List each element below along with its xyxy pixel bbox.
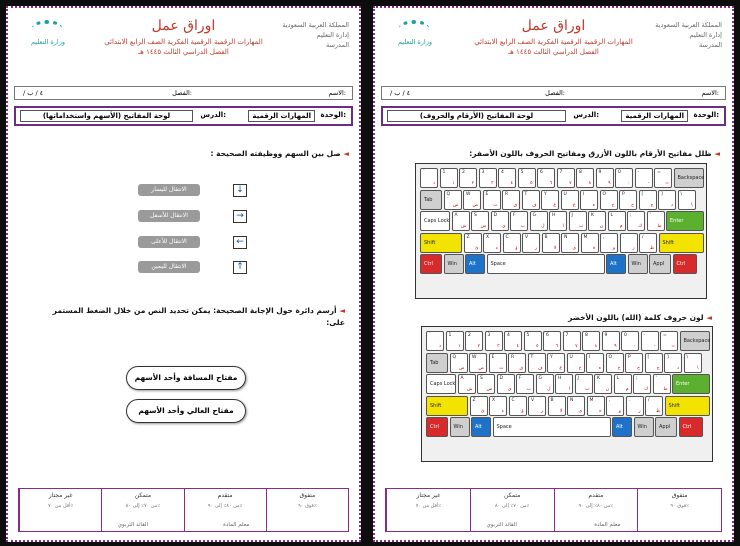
grade-range: أقل من ٧٠٪ bbox=[415, 503, 442, 509]
grade-range: من ٧٠٪ إلى ٨٠٪ bbox=[125, 503, 161, 509]
grade-level: متفوق bbox=[671, 492, 688, 499]
option-up[interactable]: الانتقال للأعلى bbox=[138, 236, 200, 248]
key-sym[interactable]: - - bbox=[641, 331, 659, 351]
key-sym[interactable]: ' ط bbox=[653, 374, 671, 394]
key-sym[interactable]: ] د bbox=[664, 353, 682, 373]
option-left[interactable]: الانتقال لليسار bbox=[138, 184, 200, 196]
win-right-key[interactable]: Win bbox=[634, 417, 654, 437]
worksheet-header bbox=[14, 14, 353, 78]
teacher-signature: معلم المادة bbox=[223, 522, 250, 528]
key-a[interactable]: A ش bbox=[458, 374, 476, 394]
key-7[interactable]: 7 ٧ bbox=[563, 331, 581, 351]
key-0[interactable]: 0 ٠ bbox=[615, 168, 633, 188]
key-8[interactable]: 8 ٨ bbox=[582, 331, 600, 351]
key-e[interactable]: E ث bbox=[489, 353, 507, 373]
key-i[interactable]: I ه bbox=[580, 190, 598, 210]
question-match: ◄ صل بين السهم ووظيفته الصحيحة : bbox=[210, 149, 349, 158]
worksheet-title: اوراق عمل bbox=[151, 18, 216, 34]
question-circle: ◄ أرسم دائرة حول الإجابة الصحيحة: يمكن تحديد النص من خلال الضغط المستمر على: bbox=[52, 306, 345, 327]
key-5[interactable]: 5 ٥ bbox=[524, 331, 542, 351]
win-left-key[interactable]: Win bbox=[450, 417, 470, 437]
ministry-logo: وزارة التعليم bbox=[389, 20, 441, 50]
grade-range: أقل من ٧٠٪ bbox=[47, 503, 74, 509]
choice-space-arrow[interactable]: مفتاح المسافة وأحد الأسهم bbox=[126, 366, 246, 390]
alt-left-key[interactable]: Alt bbox=[471, 417, 491, 437]
key-g[interactable]: G ل bbox=[530, 211, 548, 231]
grade-range: من ٨٠٪ إلى ٩٠٪ bbox=[207, 503, 243, 509]
student-info-bar bbox=[381, 86, 726, 100]
key-f[interactable]: F ب bbox=[516, 374, 534, 394]
key-m[interactable]: M ة bbox=[587, 396, 605, 416]
key-l[interactable]: L م bbox=[608, 211, 626, 231]
key-v[interactable]: V ر bbox=[522, 233, 540, 253]
key-sym[interactable]: . ز bbox=[626, 396, 644, 416]
key-sym[interactable]: / ظ bbox=[645, 396, 663, 416]
name-label: الاسم: bbox=[328, 89, 346, 97]
grade-range: من ٧٠٪ إلى ٨٠٪ bbox=[494, 503, 530, 509]
grade-column bbox=[266, 489, 348, 531]
key-b[interactable]: B لا bbox=[542, 233, 560, 253]
key-9[interactable]: 9 ٩ bbox=[602, 331, 620, 351]
key-sym[interactable]: = = bbox=[654, 168, 672, 188]
name-label: الاسم: bbox=[701, 89, 719, 97]
key-1[interactable]: 1 ١ bbox=[446, 331, 464, 351]
subject-line: المهارات الرقمية الرقمية الفكرية الصف الرابع الابتدائي bbox=[474, 38, 633, 46]
key-w[interactable]: W ص bbox=[469, 353, 487, 373]
key-x[interactable]: X ء bbox=[489, 396, 507, 416]
grading-table bbox=[18, 488, 349, 532]
keyboard-diagram-2 bbox=[421, 326, 713, 462]
option-right[interactable]: الانتقال لليمين bbox=[138, 261, 200, 273]
subject-line: المهارات الرقمية الرقمية الفكرية الصف الرابع الابتدائي bbox=[104, 38, 263, 46]
space-key[interactable]: Space bbox=[487, 254, 605, 274]
key-8[interactable]: 8 ٨ bbox=[576, 168, 594, 188]
lesson-value: لوحة المفاتيح (الأرقام والحروف) bbox=[387, 110, 566, 122]
key-t[interactable]: T ف bbox=[522, 190, 540, 210]
principal-signature: القائد التربوي bbox=[486, 522, 517, 528]
key-sym[interactable]: \ \ bbox=[684, 353, 702, 373]
key-x[interactable]: X ء bbox=[483, 233, 501, 253]
grade-level: متقدم bbox=[217, 492, 233, 499]
key-sym[interactable]: ` ذ bbox=[420, 168, 438, 188]
key-sym[interactable]: [ ج bbox=[645, 353, 663, 373]
unit-value: المهارات الرقمية bbox=[248, 110, 315, 122]
keyboard-diagram-1 bbox=[415, 163, 707, 299]
key-c[interactable]: C ؤ bbox=[503, 233, 521, 253]
class-label: الفصل: bbox=[545, 89, 565, 97]
unit-bar bbox=[14, 106, 353, 126]
alt-left-key[interactable]: Alt bbox=[465, 254, 485, 274]
appl-key[interactable]: Appl bbox=[649, 254, 671, 274]
grade-range: من ٨٠٪ إلى ٩٠٪ bbox=[578, 503, 614, 509]
question-shade: ◄ ظلل مفاتيح الأرقام باللون الأزرق ومفاتيح الحروف باللون الأصفر: bbox=[469, 149, 720, 158]
win-right-key[interactable]: Win bbox=[628, 254, 648, 274]
worksheet-title: اوراق عمل bbox=[521, 18, 586, 34]
key-b[interactable]: B لا bbox=[548, 396, 566, 416]
key-n[interactable]: N ى bbox=[567, 396, 585, 416]
key-g[interactable]: G ل bbox=[536, 374, 554, 394]
lesson-value: لوحة المفاتيح (الأسهم واستخداماتها) bbox=[20, 110, 193, 122]
key-sym[interactable]: = = bbox=[660, 331, 678, 351]
key-sym[interactable]: - - bbox=[635, 168, 653, 188]
key-sym[interactable]: . ز bbox=[620, 233, 638, 253]
key-s[interactable]: S س bbox=[477, 374, 495, 394]
key-sym[interactable]: ' ط bbox=[647, 211, 665, 231]
tab-key[interactable]: Tab bbox=[420, 190, 442, 210]
student-info-bar bbox=[14, 86, 353, 100]
key-sym[interactable]: , و bbox=[600, 233, 618, 253]
space-key[interactable]: Space bbox=[493, 417, 611, 437]
unit-label: الوحدة: bbox=[693, 111, 719, 119]
backspace-key[interactable]: Backspace bbox=[680, 331, 711, 351]
principal-signature: القائد التربوي bbox=[117, 522, 149, 528]
key-sym[interactable]: , و bbox=[606, 396, 624, 416]
key-m[interactable]: M ة bbox=[581, 233, 599, 253]
class-label: الفصل: bbox=[172, 89, 192, 97]
key-l[interactable]: L م bbox=[614, 374, 632, 394]
key-y[interactable]: Y غ bbox=[541, 190, 559, 210]
win-left-key[interactable]: Win bbox=[444, 254, 464, 274]
unit-bar bbox=[381, 106, 726, 126]
option-down[interactable]: الانتقال للأسفل bbox=[138, 210, 200, 222]
question-color-word: ◄ لون حروف كلمة (الله) باللون الأخضر bbox=[568, 313, 712, 322]
key-4[interactable]: 4 ٤ bbox=[504, 331, 522, 351]
backspace-key[interactable]: Backspace bbox=[674, 168, 705, 188]
key-7[interactable]: 7 ٧ bbox=[557, 168, 575, 188]
arrow-down-icon[interactable]: ↓ bbox=[233, 184, 247, 197]
key-e[interactable]: E ث bbox=[483, 190, 501, 210]
grade-level: غير مجتاز bbox=[48, 492, 73, 499]
grade-range: فوق ٩٠٪ bbox=[670, 503, 689, 509]
key-v[interactable]: V ر bbox=[528, 396, 546, 416]
date-label: / ٤ / ب bbox=[23, 89, 44, 97]
ctrl-left-key[interactable]: Ctrl bbox=[420, 254, 442, 274]
shift-right-key[interactable]: Shift bbox=[659, 233, 705, 253]
key-sym[interactable]: ; ك bbox=[633, 374, 651, 394]
key-1[interactable]: 1 ١ bbox=[440, 168, 458, 188]
lesson-label: الدرس: bbox=[200, 111, 226, 119]
key-a[interactable]: A ش bbox=[452, 211, 470, 231]
shift-left-key[interactable]: Shift bbox=[426, 396, 468, 416]
key-t[interactable]: T ف bbox=[528, 353, 546, 373]
term-line: الفصل الدراسي الثالث ١٤٤٥ هـ bbox=[508, 48, 599, 56]
ministry-text: المملكة العربية السعودية إدارة التعليم المدرسة bbox=[282, 21, 349, 49]
key-2[interactable]: 2 ٢ bbox=[465, 331, 483, 351]
key-j[interactable]: J ت bbox=[575, 374, 593, 394]
grade-level: غير مجتاز bbox=[416, 492, 441, 499]
ministry-logo: وزارة التعليم bbox=[22, 20, 74, 50]
lesson-label: الدرس: bbox=[573, 111, 599, 119]
key-sym[interactable]: \ \ bbox=[678, 190, 696, 210]
worksheet-left bbox=[6, 6, 361, 542]
key-6[interactable]: 6 ٦ bbox=[537, 168, 555, 188]
grade-level: متقدم bbox=[588, 492, 604, 499]
grade-level: متمكن bbox=[503, 492, 521, 499]
key-h[interactable]: H ا bbox=[549, 211, 567, 231]
key-h[interactable]: H ا bbox=[555, 374, 573, 394]
grade-level: متمكن bbox=[134, 492, 152, 499]
key-n[interactable]: N ى bbox=[561, 233, 579, 253]
worksheet-header bbox=[381, 14, 726, 78]
key-p[interactable]: P ح bbox=[619, 190, 637, 210]
key-d[interactable]: D ي bbox=[491, 211, 509, 231]
tab-key[interactable]: Tab bbox=[426, 353, 448, 373]
alt-right-key[interactable]: Alt bbox=[606, 254, 626, 274]
teacher-signature: معلم المادة bbox=[594, 522, 621, 528]
grade-level: متفوق bbox=[299, 492, 316, 499]
key-3[interactable]: 3 ٣ bbox=[485, 331, 503, 351]
enter-key[interactable]: Enter bbox=[672, 374, 710, 394]
worksheet-right bbox=[373, 6, 734, 542]
grade-column bbox=[386, 489, 470, 531]
key-r[interactable]: R ق bbox=[508, 353, 526, 373]
alt-right-key[interactable]: Alt bbox=[612, 417, 632, 437]
key-k[interactable]: K ن bbox=[588, 211, 606, 231]
enter-key[interactable]: Enter bbox=[666, 211, 704, 231]
key-f[interactable]: F ب bbox=[510, 211, 528, 231]
key-w[interactable]: W ص bbox=[463, 190, 481, 210]
key-q[interactable]: Q ض bbox=[450, 353, 468, 373]
key-d[interactable]: D ي bbox=[497, 374, 515, 394]
key-i[interactable]: I ه bbox=[586, 353, 604, 373]
key-4[interactable]: 4 ٤ bbox=[498, 168, 516, 188]
unit-value: المهارات الرقمية bbox=[621, 110, 688, 122]
key-sym[interactable]: [ ج bbox=[639, 190, 657, 210]
key-sym[interactable]: / ظ bbox=[639, 233, 657, 253]
ctrl-right-key[interactable]: Ctrl bbox=[673, 254, 697, 274]
key-u[interactable]: U ع bbox=[567, 353, 585, 373]
key-k[interactable]: K ن bbox=[594, 374, 612, 394]
key-o[interactable]: O خ bbox=[606, 353, 624, 373]
grade-column bbox=[637, 489, 721, 531]
key-z[interactable]: Z ئ bbox=[464, 233, 482, 253]
key-0[interactable]: 0 ٠ bbox=[621, 331, 639, 351]
key-p[interactable]: P ح bbox=[625, 353, 643, 373]
ministry-text: المملكة العربية السعودية إدارة التعليم المدرسة bbox=[655, 21, 722, 49]
key-z[interactable]: Z ئ bbox=[470, 396, 488, 416]
key-2[interactable]: 2 ٢ bbox=[459, 168, 477, 188]
term-line: الفصل الدراسي الثالث ١٤٤٥ هـ bbox=[138, 48, 229, 56]
caps-lock-key[interactable]: Caps Lock bbox=[426, 374, 456, 394]
key-o[interactable]: O خ bbox=[600, 190, 618, 210]
key-j[interactable]: J ت bbox=[569, 211, 587, 231]
ctrl-right-key[interactable]: Ctrl bbox=[679, 417, 703, 437]
key-sym[interactable]: ` ذ bbox=[426, 331, 444, 351]
choice-shift-arrow[interactable]: مفتاح العالي وأحد الأسهم bbox=[126, 399, 246, 423]
key-r[interactable]: R ق bbox=[502, 190, 520, 210]
key-sym[interactable]: ] د bbox=[658, 190, 676, 210]
key-q[interactable]: Q ض bbox=[444, 190, 462, 210]
key-3[interactable]: 3 ٣ bbox=[479, 168, 497, 188]
key-s[interactable]: S س bbox=[471, 211, 489, 231]
caps-lock-key[interactable]: Caps Lock bbox=[420, 211, 450, 231]
grade-range: فوق ٩٠٪ bbox=[298, 503, 317, 509]
shift-left-key[interactable]: Shift bbox=[420, 233, 462, 253]
key-u[interactable]: U ع bbox=[561, 190, 579, 210]
shift-right-key[interactable]: Shift bbox=[665, 396, 711, 416]
key-y[interactable]: Y غ bbox=[547, 353, 565, 373]
arrow-up-icon[interactable]: ↑ bbox=[233, 261, 247, 274]
key-6[interactable]: 6 ٦ bbox=[543, 331, 561, 351]
appl-key[interactable]: Appl bbox=[655, 417, 677, 437]
key-9[interactable]: 9 ٩ bbox=[596, 168, 614, 188]
ctrl-left-key[interactable]: Ctrl bbox=[426, 417, 448, 437]
key-sym[interactable]: ; ك bbox=[627, 211, 645, 231]
arrow-right-icon[interactable]: → bbox=[233, 210, 247, 223]
grading-table bbox=[385, 488, 722, 532]
unit-label: الوحدة: bbox=[320, 111, 346, 119]
key-5[interactable]: 5 ٥ bbox=[518, 168, 536, 188]
arrow-left-icon[interactable]: ← bbox=[233, 236, 247, 249]
grade-column bbox=[19, 489, 101, 531]
key-c[interactable]: C ؤ bbox=[509, 396, 527, 416]
date-label: / ٤ / ب bbox=[390, 89, 411, 97]
